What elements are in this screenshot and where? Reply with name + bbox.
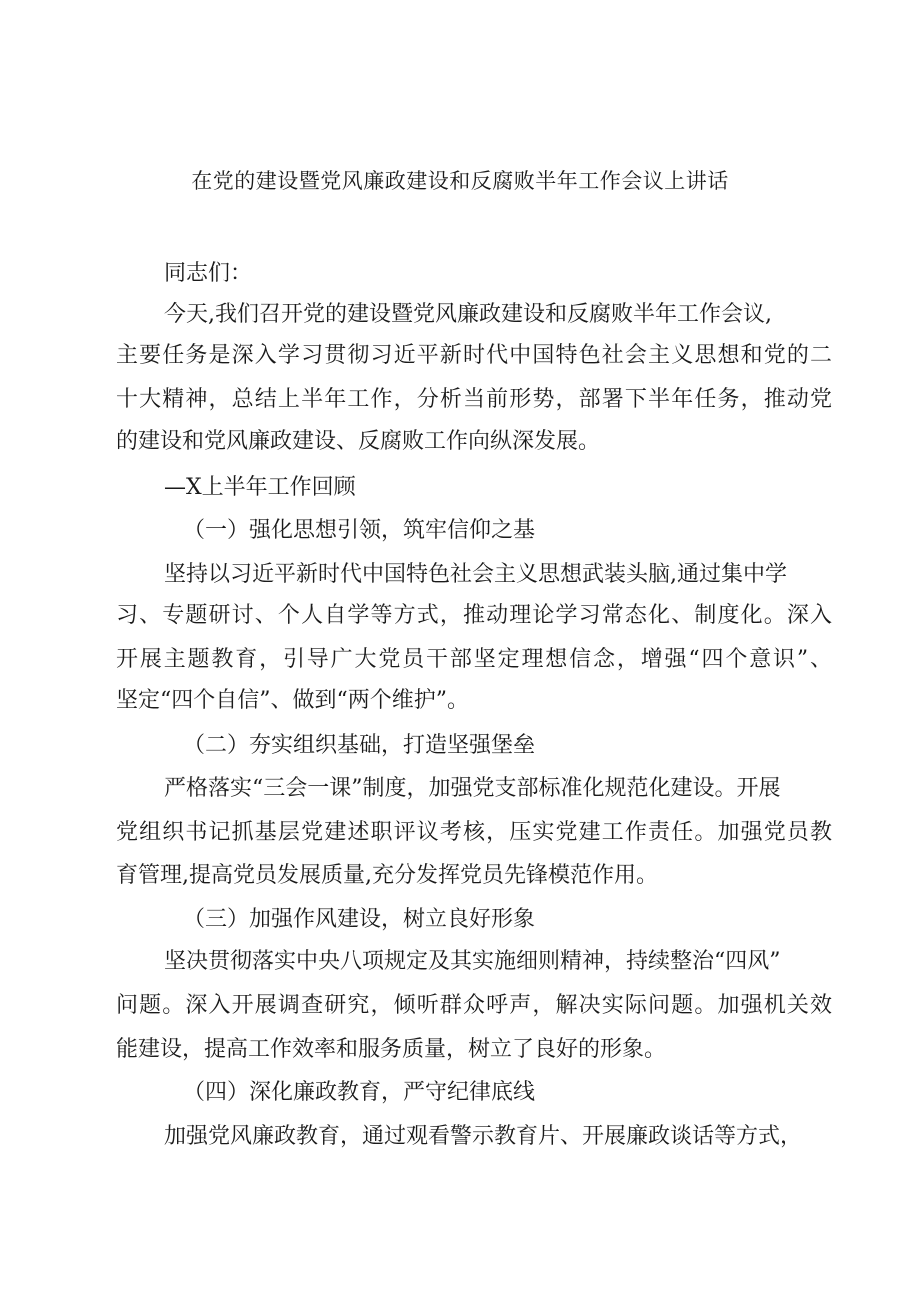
intro-line-2: 主要任务是深入学习贯彻习近平新时代中国特色社会主义思想和党的二	[116, 343, 832, 368]
intro-line-1: 今天,我们召开党的建设暨党风廉政建设和反腐败半年工作会议,	[164, 302, 772, 327]
intro-line-4: 的建设和党风廉政建设、反腐败工作向纵深发展。	[116, 429, 601, 454]
subsection-3-line-3: 能建设，提高工作效率和服务质量，树立了良好的形象。	[116, 1037, 667, 1062]
subsection-heading-1: （一）强化思想引领，筑牢信仰之基	[183, 518, 536, 543]
subsection-2-line-3: 育管理,提高党员发展质量,充分发挥党员先锋模范作用。	[116, 863, 658, 888]
subsection-1-line-4: 坚定“四个自信”、做到“两个维护”。	[116, 688, 469, 713]
subsection-1-line-1: 坚持以习近平新时代中国特色社会主义思想武装头脑,通过集中学	[164, 562, 787, 587]
subsection-heading-2: （二）夯实组织基础，打造坚强堡垒	[183, 733, 536, 758]
subsection-heading-4: （四）深化廉政教育，严守纪律底线	[183, 1080, 536, 1105]
subsection-heading-3: （三）加强作风建设，树立良好形象	[183, 907, 536, 932]
subsection-2-line-2: 党组织书记抓基层党建述职评议考核，压实党建工作责任。加强党员教	[116, 820, 832, 845]
subsection-3-line-1: 坚决贯彻落实中央八项规定及其实施细则精神，持续整治“四风”	[164, 949, 781, 974]
subsection-3-line-2: 问题。深入开展调查研究，倾听群众呼声，解决实际问题。加强机关效	[116, 993, 832, 1018]
subsection-4-line-1: 加强党风廉政教育，通过观看警示教育片、开展廉政谈话等方式，	[164, 1124, 803, 1149]
document-title: 在党的建设暨党风廉政建设和反腐败半年工作会议上讲话	[191, 169, 729, 193]
section-heading: —X上半年工作回顾	[164, 475, 356, 500]
subsection-2-line-1: 严格落实“三会一课”制度，加强党支部标准化规范化建设。开展	[164, 776, 781, 801]
subsection-1-line-3: 开展主题教育，引导广大党员干部坚定理想信念，增强“四个意识”、	[116, 647, 832, 672]
subsection-1-line-2: 习、专题研讨、个人自学等方式，推动理论学习常态化、制度化。深入	[116, 603, 832, 628]
greeting: 同志们：	[164, 261, 253, 286]
intro-line-3: 十大精神，总结上半年工作，分析当前形势，部署下半年任务，推动党	[116, 387, 832, 412]
